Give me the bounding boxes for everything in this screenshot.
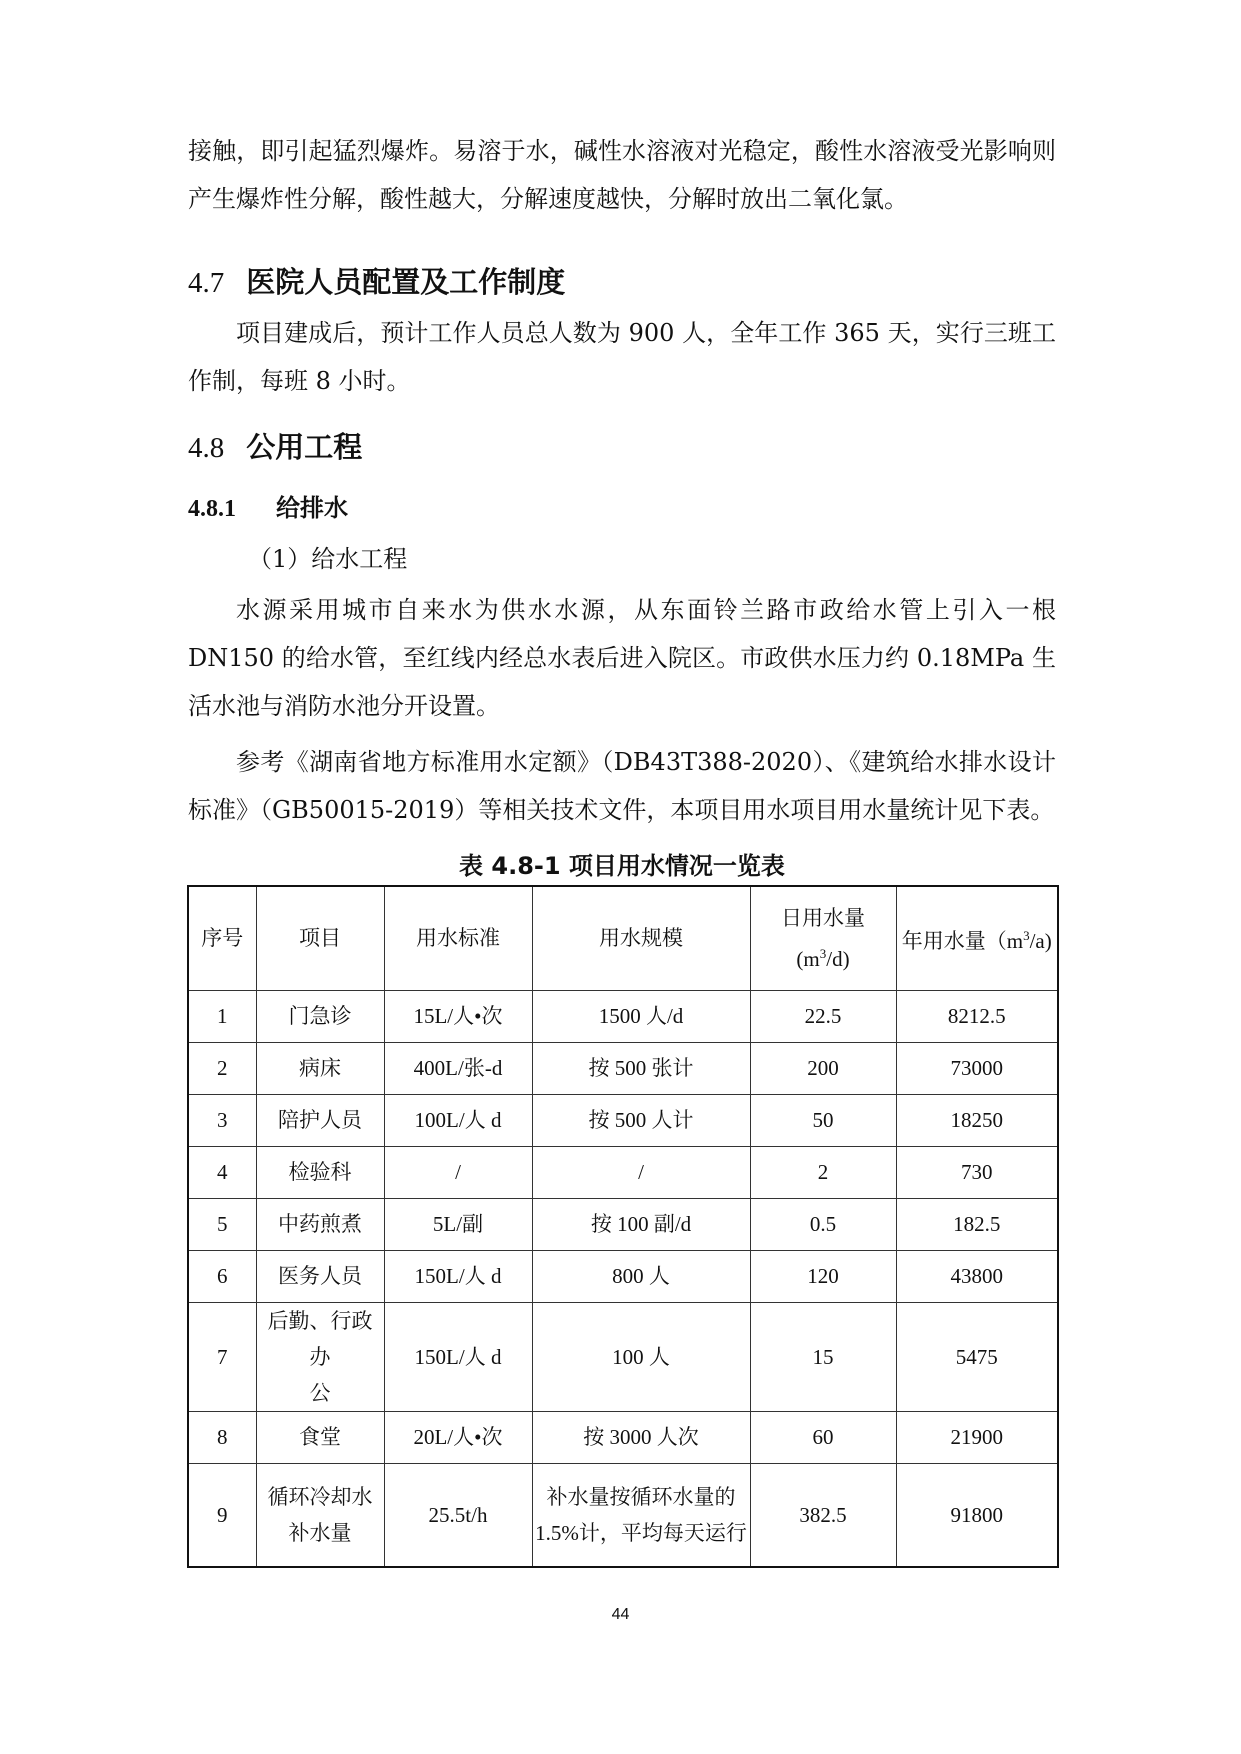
cell-annual: 182.5 xyxy=(896,1198,1058,1250)
cell-item: 医务人员 xyxy=(256,1250,384,1302)
water-supply-subheading: （1）给水工程 xyxy=(248,545,408,573)
cell-scale: 按 500 张计 xyxy=(532,1042,750,1094)
cell-scale: 800 人 xyxy=(532,1250,750,1302)
cell-standard: 20L/人•次 xyxy=(384,1411,532,1463)
section-heading-4-7 xyxy=(188,262,565,303)
cell-no: 7 xyxy=(188,1302,256,1411)
table-row xyxy=(188,1411,1058,1463)
section-title: 医院人员配置及工作制度 xyxy=(246,265,566,299)
header-no: 序号 xyxy=(188,886,256,990)
cell-standard: 15L/人•次 xyxy=(384,990,532,1042)
cell-daily: 60 xyxy=(750,1411,896,1463)
cell-no: 4 xyxy=(188,1146,256,1198)
cell-item: 陪护人员 xyxy=(256,1094,384,1146)
subsection-title: 给排水 xyxy=(276,494,348,522)
table-row xyxy=(188,1463,1058,1567)
table-row xyxy=(188,1146,1058,1198)
cell-annual: 43800 xyxy=(896,1250,1058,1302)
cell-standard: 150L/人 d xyxy=(384,1302,532,1411)
cell-annual: 91800 xyxy=(896,1463,1058,1567)
header-scale: 用水规模 xyxy=(532,886,750,990)
section-title: 公用工程 xyxy=(246,430,363,464)
table-row xyxy=(188,1198,1058,1250)
table-row xyxy=(188,990,1058,1042)
cell-no: 1 xyxy=(188,990,256,1042)
cell-no: 8 xyxy=(188,1411,256,1463)
header-daily-unit: $(m^3/d)$ xyxy=(796,945,850,971)
table-header-row xyxy=(188,886,1058,990)
reference-paragraph: 参考《湖南省地方标准用水定额》（DB43T388-2020）、《建筑给水排水设计标准》（GB50015-2019）等相关技术文件，本项目用水项目用水量统计见下表。 xyxy=(188,748,1056,824)
cell-scale: 按 3000 人次 xyxy=(532,1411,750,1463)
cell-annual: 730 xyxy=(896,1146,1058,1198)
cell-daily: 15 xyxy=(750,1302,896,1411)
section-number: 4.8 xyxy=(188,432,225,464)
water-source-paragraph: 水源采用城市自来水为供水水源，从东面铃兰路市政给水管上引入一根 DN150 的给水管，至红线内经总水表后进入院区。市政供水压力约 0.18MPa 生活水池与消防水池分开设置。 xyxy=(188,596,1056,720)
intro-paragraph: 接触，即引起猛烈爆炸。易溶于水，碱性水溶液对光稳定，酸性水溶液受光影响则产生爆炸性分解，酸性越大，分解速度越快，分解时放出二氧化氯。 xyxy=(188,137,1056,213)
page-number: 44 xyxy=(611,1606,630,1623)
cell-no: 9 xyxy=(188,1463,256,1567)
cell-annual: 21900 xyxy=(896,1411,1058,1463)
subsection-number: 4.8.1 xyxy=(188,496,236,522)
cell-item: 门急诊 xyxy=(256,990,384,1042)
cell-no: 5 xyxy=(188,1198,256,1250)
header-annual: 年用水量$(m^3/a)$ xyxy=(896,886,1058,990)
cell-standard: 5L/副 xyxy=(384,1198,532,1250)
cell-item: 检验科 xyxy=(256,1146,384,1198)
header-standard: 用水标准 xyxy=(384,886,532,990)
cell-scale: / xyxy=(532,1146,750,1198)
cell-standard: 150L/人 d xyxy=(384,1250,532,1302)
cell-daily: 382.5 xyxy=(750,1463,896,1567)
cell-annual: 5475 xyxy=(896,1302,1058,1411)
cell-scale: 100 人 xyxy=(532,1302,750,1411)
cell-standard: 100L/人 d xyxy=(384,1094,532,1146)
cell-daily: 0.5 xyxy=(750,1198,896,1250)
cell-annual: 8212.5 xyxy=(896,990,1058,1042)
staffing-paragraph: 项目建成后，预计工作人员总人数为 900 人，全年工作 365 天，实行三班工作制，每班 8 小时。 xyxy=(188,319,1056,395)
cell-standard: 400L/张-d xyxy=(384,1042,532,1094)
cell-no: 6 xyxy=(188,1250,256,1302)
section-number: 4.7 xyxy=(188,267,225,299)
cell-daily: 2 xyxy=(750,1146,896,1198)
cell-item: 循环冷却水 补水量 xyxy=(256,1463,384,1567)
cell-daily: 200 xyxy=(750,1042,896,1094)
cell-daily: 22.5 xyxy=(750,990,896,1042)
header-item: 项目 xyxy=(256,886,384,990)
table-row xyxy=(188,1094,1058,1146)
cell-annual: 73000 xyxy=(896,1042,1058,1094)
cell-no: 2 xyxy=(188,1042,256,1094)
cell-scale: 按 100 副/d xyxy=(532,1198,750,1250)
section-heading-4-8 xyxy=(188,427,362,468)
cell-daily: 50 xyxy=(750,1094,896,1146)
cell-item: 后勤、行政办 公 xyxy=(256,1302,384,1411)
water-usage-table xyxy=(187,885,1059,1568)
table-row xyxy=(188,1250,1058,1302)
cell-item: 病床 xyxy=(256,1042,384,1094)
table-caption: 表 4.8-1 项目用水情况一览表 xyxy=(459,852,785,880)
cell-scale: 1500 人/d xyxy=(532,990,750,1042)
header-daily xyxy=(750,886,896,990)
cell-item: 中药煎煮 xyxy=(256,1198,384,1250)
subsection-heading-4-8-1 xyxy=(188,490,348,527)
table-row xyxy=(188,1042,1058,1094)
header-daily-line1: 日用水量 xyxy=(781,905,865,930)
cell-standard: 25.5t/h xyxy=(384,1463,532,1567)
cell-item: 食堂 xyxy=(256,1411,384,1463)
cell-no: 3 xyxy=(188,1094,256,1146)
table-row xyxy=(188,1302,1058,1411)
cell-scale: 按 500 人计 xyxy=(532,1094,750,1146)
cell-annual: 18250 xyxy=(896,1094,1058,1146)
cell-scale: 补水量按循环水量的 1.5%计，平均每天运行 xyxy=(532,1463,750,1567)
cell-daily: 120 xyxy=(750,1250,896,1302)
cell-standard: / xyxy=(384,1146,532,1198)
